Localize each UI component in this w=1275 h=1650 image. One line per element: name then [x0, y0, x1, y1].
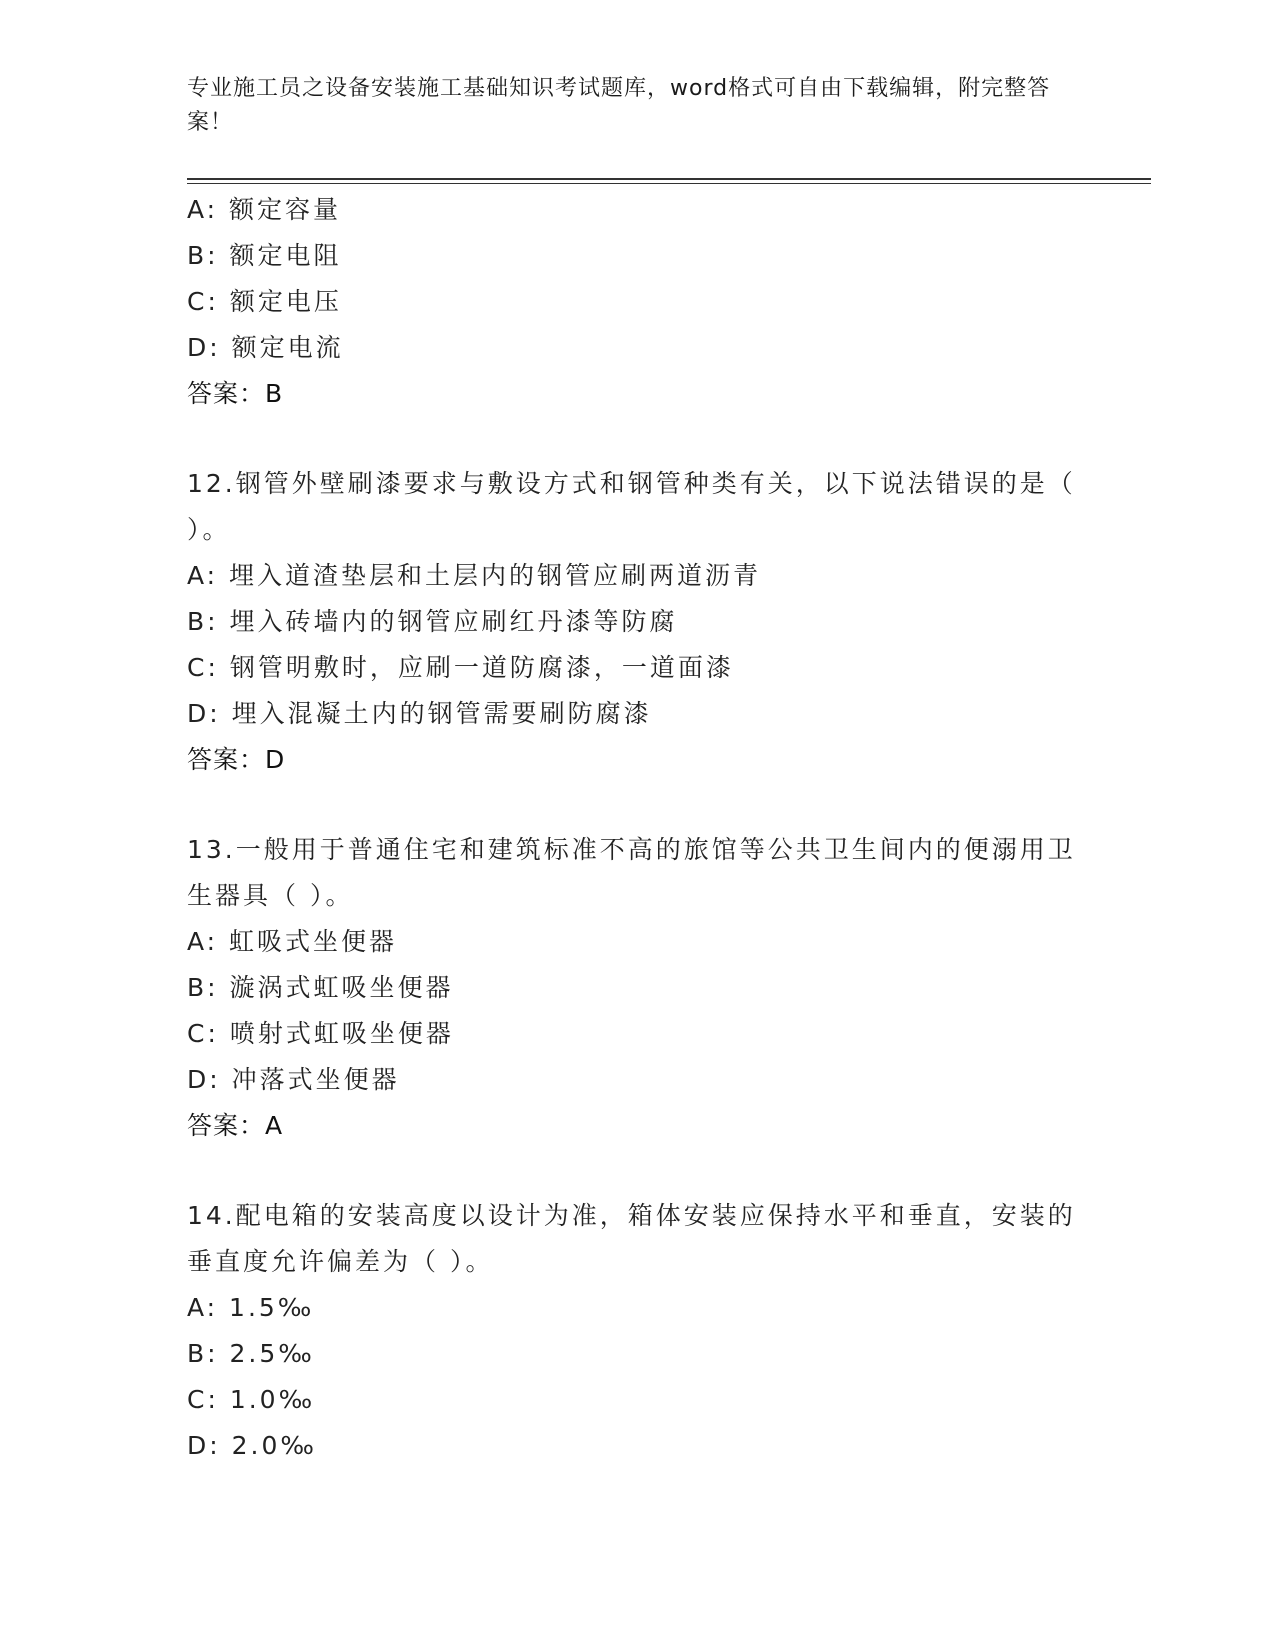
spacer [187, 1149, 1087, 1193]
answer-label: 答案：B [187, 379, 284, 408]
spacer [187, 417, 1087, 461]
option-b: B: 额定电阻 [187, 241, 342, 270]
option-a: A: 虹吸式坐便器 [187, 927, 398, 956]
answer-label: 答案：D [187, 745, 286, 774]
option-a: A: 1.5‰ [187, 1293, 315, 1322]
option-d: D: 2.0‰ [187, 1431, 317, 1460]
option-b: B: 漩涡式虹吸坐便器 [187, 973, 454, 1002]
answer-label: 答案：A [187, 1111, 284, 1140]
partial-question-block [187, 187, 1087, 417]
question-12-block [187, 461, 1087, 783]
document-header: 专业施工员之设备安装施工基础知识考试题库，word格式可自由下载编辑，附完整答案！ [187, 76, 1051, 135]
option-a: A: 额定容量 [187, 195, 342, 224]
question-text: 12.钢管外壁刷漆要求与敷设方式和钢管种类有关，以下说法错误的是（ ）。 [187, 469, 1076, 544]
option-d: D: 冲落式坐便器 [187, 1065, 400, 1094]
option-d: D: 埋入混凝土内的钢管需要刷防腐漆 [187, 699, 652, 728]
question-13-block [187, 827, 1087, 1149]
question-text: 14.配电箱的安装高度以设计为准，箱体安装应保持水平和垂直，安装的垂直度允许偏差为（ ）。 [187, 1201, 1076, 1276]
option-c: C: 喷射式虹吸坐便器 [187, 1019, 454, 1048]
document-body [187, 187, 1087, 1469]
option-c: C: 额定电压 [187, 287, 342, 316]
option-d: D: 额定电流 [187, 333, 344, 362]
option-a: A: 埋入道渣垫层和土层内的钢管应刷两道沥青 [187, 561, 762, 590]
header-rule-thin [187, 183, 1151, 184]
option-b: B: 2.5‰ [187, 1339, 315, 1368]
option-c: C: 钢管明敷时，应刷一道防腐漆，一道面漆 [187, 653, 734, 682]
header-rule-thick [187, 178, 1151, 180]
spacer [187, 783, 1087, 827]
option-c: C: 1.0‰ [187, 1385, 316, 1414]
question-text: 13.一般用于普通住宅和建筑标准不高的旅馆等公共卫生间内的便溺用卫生器具（ ）。 [187, 835, 1076, 910]
question-14-block [187, 1193, 1087, 1469]
option-b: B: 埋入砖墙内的钢管应刷红丹漆等防腐 [187, 607, 678, 636]
